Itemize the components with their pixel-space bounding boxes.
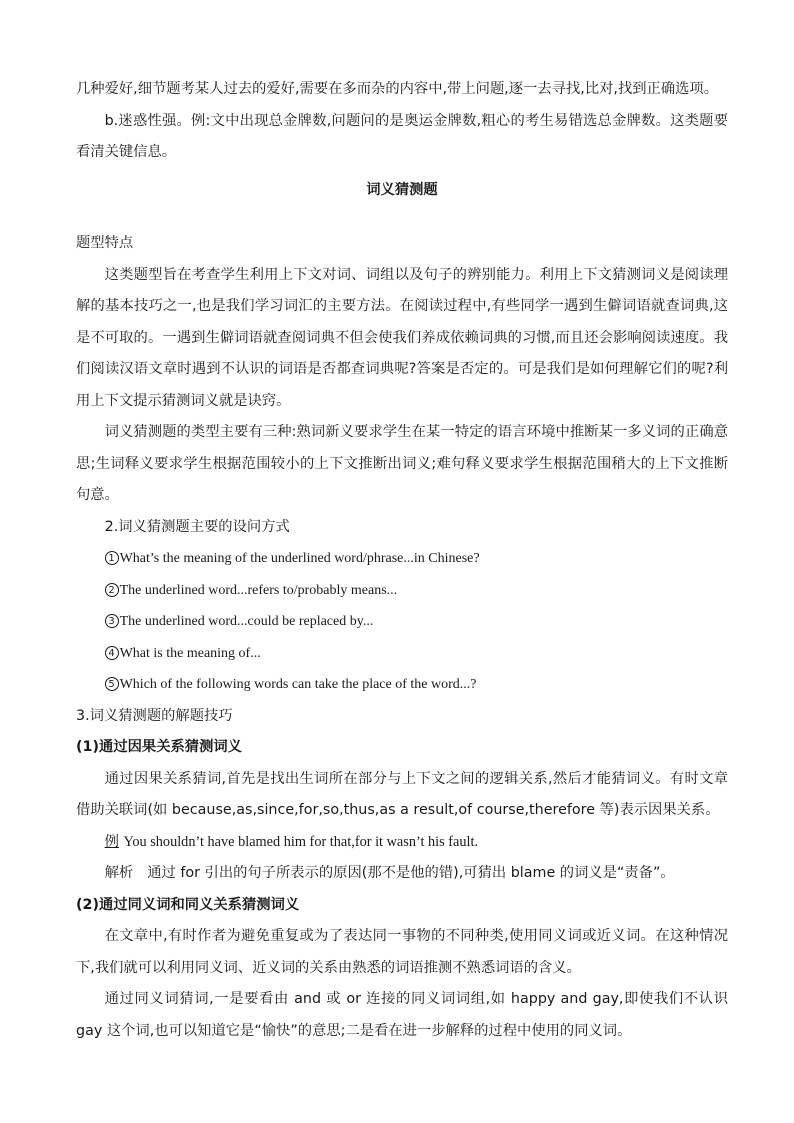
heading-synonyms: (2)通过同义词和同义关系猜测词义 [76, 896, 300, 913]
paragraph-hobbies: 几种爱好,细节题考某人过去的爱好,需要在多而杂的内容中,带上问题,逐一去寻找,比对,找到正确选项。 [76, 81, 719, 97]
circled-number: 4 [105, 646, 119, 660]
example-label: 例 [104, 833, 119, 850]
paragraph-types: 词义猜测题的类型主要有三种:熟词新义要求学生在某一特定的语言环境中推断某一多义词的正确意思;生词释义要求学生根据范围较小的上下文推断出词义;难句释义要求学生根据范围稍大的上下文推断句意。 [76, 424, 728, 503]
paragraph-synonym-examples: 通过同义词猜词,一是要看由 and 或 or 连接的同义词词组,如 happy and gay,即使我们不认识 gay 这个词,也可以知道它是“愉快”的意思;二是看在进一步解释的过程中使用的同义词。 [76, 991, 728, 1039]
question-form-text: What is the meaning of... [119, 645, 261, 661]
heading-cause-effect: (1)通过因果关系猜测词义 [76, 739, 242, 755]
question-form-2 [76, 575, 728, 607]
paragraph-synonyms: 在文章中,有时作者为避免重复或为了表达同一事物的不同种类,使用同义词或近义词。在这种情况下,我们就可以利用同义词、近义词的关系由熟悉的词语推测不熟悉词语的含义。 [76, 928, 728, 976]
question-form-4 [76, 638, 728, 670]
subheading-techniques: 3.词义猜测题的解题技巧 [76, 707, 233, 724]
question-form-5 [76, 669, 728, 701]
analysis-line [76, 858, 728, 890]
circled-number: 1 [105, 551, 119, 565]
example-sentence: You shouldn’t have blamed him for that,for it wasn’t his fault. [123, 833, 479, 850]
paragraph-cause-effect: 通过因果关系猜词,首先是找出生词所在部分与上下文之间的逻辑关系,然后才能猜词义。有时文章借助关联词(如 because,as,since,for,so,thus,as a result,of course,therefore 等)表示因果关系。 [76, 770, 728, 818]
section-title: 词义猜测题 [366, 181, 438, 198]
subheading-features: 题型特点 [76, 235, 134, 251]
question-form-3 [76, 606, 728, 638]
question-form-text: The underlined word...could be replaced by... [119, 614, 374, 629]
paragraph-features: 这类题型旨在考查学生利用上下文对词、词组以及句子的辨别能力。利用上下文猜测词义是阅读理解的基本技巧之一,也是我们学习词汇的主要方法。在阅读过程中,有些同学一遇到生僻词语就查词典,这是不可取的。一遇到生僻词语就查阅词典不但会使我们养成依赖词典的习惯,而且还会影响阅读速度。我们阅读汉语文章时遇到不认识的词语是否都查词典呢?答案是否定的。可是我们是如何理解它们的呢?利用上下文提示猜测词义就是诀窍。 [76, 266, 728, 409]
circled-number: 3 [105, 614, 119, 628]
question-form-text: The underlined word...refers to/probably means... [119, 582, 398, 598]
question-form-text: What’s the meaning of the underlined word/phrase...in Chinese? [119, 551, 480, 566]
question-form-1 [76, 543, 728, 575]
example-line [76, 827, 728, 859]
circled-number: 2 [105, 583, 119, 597]
document-body [76, 74, 728, 1047]
paragraph-confusion: b.迷惑性强。例:文中出现总金牌数,问题问的是奥运金牌数,粗心的考生易错选总金牌数。这类题要看清关键信息。 [76, 112, 728, 160]
analysis-label: 解析 [104, 865, 134, 881]
question-form-text: Which of the following words can take the place of the word...? [119, 677, 477, 692]
analysis-text: 通过 for 引出的句子所表示的原因(那不是他的错),可猜出 blame 的词义是“责备”。 [147, 865, 675, 881]
subheading-question-forms: 2.词义猜测题主要的设问方式 [104, 518, 290, 535]
circled-number: 5 [105, 677, 119, 691]
